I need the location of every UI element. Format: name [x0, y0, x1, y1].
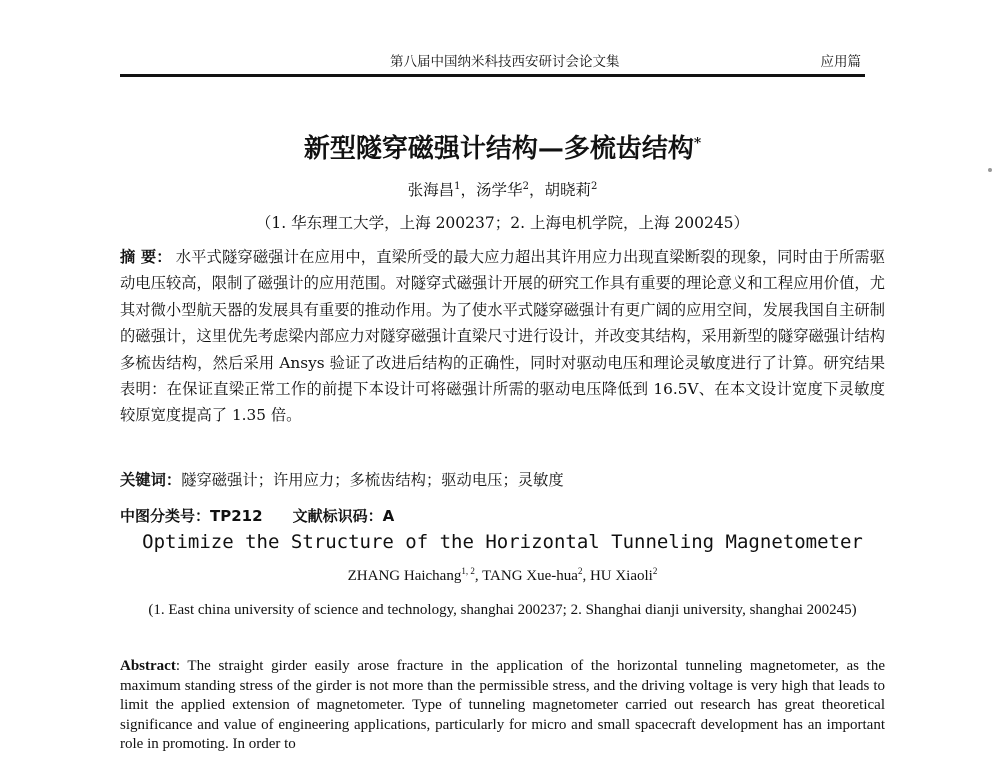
- authors-en: [120, 566, 885, 585]
- abstract-en-label: Abstract: [120, 658, 176, 674]
- clc-label: 中图分类号：: [120, 507, 211, 525]
- margin-speck: [988, 168, 992, 172]
- section-name: 应用篇: [820, 54, 861, 70]
- doc-code-value: A: [382, 507, 395, 525]
- keywords-cn: [120, 468, 885, 490]
- clc-value: TP212: [210, 507, 263, 525]
- author-name: ZHANG Haichang: [347, 568, 462, 584]
- paper-title-cn: [120, 128, 885, 165]
- title-footnote-mark: *: [693, 135, 702, 152]
- author-name: 汤学华: [476, 181, 523, 199]
- author-name: TANG Xue-hua: [482, 568, 578, 584]
- affiliations-en: (1. East china university of science and technology, shanghai 200237; 2. Shanghai dianji university, shanghai 200245): [148, 602, 857, 618]
- author-separator: ，: [460, 181, 477, 199]
- author-affil-mark: 1: [454, 180, 461, 192]
- author-affil-mark: 1, 2: [461, 566, 475, 576]
- author-affil-mark: 2: [522, 180, 529, 192]
- abstract-cn: [120, 244, 885, 429]
- author-affil-mark: 2: [577, 566, 583, 576]
- abstract-cn-text: 水平式隧穿磁强计在应用中，直梁所受的最大应力超出其许用应力出现直梁断裂的现象，同时由于所需驱动电压较高，限制了磁强计的应用范围。对隧穿式磁强计开展的研究工作具有重要的理论意义和工程应用价值，尤其对微小型航天器的发展具有重要的推动作用。为了使水平式隧穿磁强计有更广阔的应用空间，发展我国自主研制的磁强计，这里优先考虑梁内部应力对隧穿磁强计直梁尺寸进行设计，并改变其结构，采用新型的隧穿磁强计结构多梳齿结构，然后采用 Ansys 验证了改进后结构的正确性，同时对驱动电压和理论灵敏度进行了计算。研究结果表明：在保证直梁正常工作的前提下本设计可将磁强计所需的驱动电压降低到 16.5V、在本文设计宽度下灵敏度较原宽度提高了 1.35 倍。: [120, 248, 885, 425]
- author-separator: ,: [582, 568, 590, 584]
- author-name: 张海昌: [407, 181, 455, 199]
- affiliations-cn: （1. 华东理工大学，上海 200237；2. 上海电机学院，上海 200245）: [255, 214, 750, 232]
- author-separator: ，: [528, 181, 545, 199]
- author-affil-mark: 2: [652, 566, 658, 576]
- keywords-cn-text: 隧穿磁强计；许用应力；多梳齿结构；驱动电压；灵敏度: [181, 471, 564, 489]
- abstract-cn-label: 摘 要：: [120, 248, 172, 266]
- author-affil-mark: 2: [590, 180, 598, 192]
- author-name: HU Xiaoli: [589, 568, 653, 584]
- classification-line: [120, 505, 885, 526]
- running-header: [120, 50, 865, 70]
- author-name: 胡晓莉: [544, 181, 591, 199]
- paper-title-en: Optimize the Structure of the Horizontal Tunneling Magnetometer: [142, 531, 863, 553]
- author-separator: ,: [474, 568, 483, 584]
- doc-code-label: 文献标识码：: [292, 507, 383, 525]
- abstract-en-text: : The straight girder easily arose fracture in the application of the horizontal tunneling magnetometer, as the maximum standing stress of the girder is not more than the permissible stress, and the driving voltage is very high that leads to limit the applied extension of magnetometer. Type of tunneling magnetometer carried out research has great theoretical significance and value of engineering applications, particularly for micro and small spacecraft development has an important role in promoting. In order to: [120, 658, 885, 752]
- header-rule: [120, 74, 865, 77]
- keywords-cn-label: 关键词：: [120, 471, 182, 489]
- title-text: 新型隧穿磁强计结构—多梳齿结构: [303, 134, 694, 164]
- conference-name: 第八届中国纳米科技西安研讨会论文集: [390, 54, 620, 70]
- authors-cn: [120, 178, 885, 200]
- abstract-en: [120, 657, 885, 755]
